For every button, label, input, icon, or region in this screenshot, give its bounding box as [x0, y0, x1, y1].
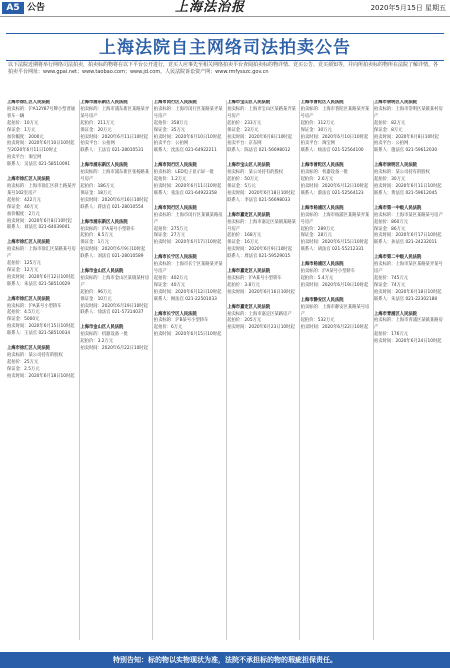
auction-detail-line: 拍卖时间：2020年6月11日10时起 — [374, 183, 442, 189]
auction-detail-line: 拍卖时间：2020年6月18日10时起 — [374, 289, 442, 295]
auction-entry — [80, 100, 151, 155]
auction-detail-line: 拍卖标的：上海市嘉定区某镇某路某号房产 — [227, 219, 296, 232]
auction-detail-line: 拍卖时间：2020年6月10日10时起 — [153, 134, 222, 140]
page-number-badge: A5 — [2, 2, 24, 14]
auction-column — [227, 100, 298, 640]
auction-detail-line: 联系人：王法官 021-58510034 — [7, 331, 71, 337]
court-name: 上海市第二中级人民法院 — [374, 255, 422, 261]
auction-detail-line: 拍卖标的：上海市闵行区某路某弄某号房产 — [153, 106, 223, 119]
court-name: 上海市普陀区人民法院 — [300, 163, 344, 169]
court-name: 上海市徐汇区人民法院 — [7, 346, 50, 352]
auction-entry — [374, 206, 445, 247]
court-name: 上海市长宁区人民法院 — [153, 311, 197, 317]
auction-column — [80, 100, 151, 640]
auction-detail-line: 起拍价：275万元 — [153, 226, 188, 232]
court-name: 上海市徐汇区人民法院 — [7, 100, 50, 105]
auction-detail-line: 拍卖时间：2020年6月24日10时起 — [374, 339, 442, 345]
auction-detail-line: 拍卖平台：淘宝网 — [300, 141, 335, 147]
auction-column — [154, 100, 225, 640]
auction-entry — [154, 206, 225, 247]
auction-detail-line: 拍卖标的：某公司持有的股权 — [7, 353, 63, 358]
auction-entry — [374, 163, 445, 198]
auction-detail-line: 拍卖标的：上海市浦东新区张杨路某号房产 — [80, 170, 150, 183]
footer-banner — [0, 652, 450, 668]
auction-detail-line: 拍卖时间：2020年6月19日10时起 — [300, 282, 369, 288]
court-name: 上海市闵行区人民法院 — [153, 100, 197, 105]
auction-entry — [7, 346, 78, 381]
auction-detail-line: 联系人：蔡法官 021-52564123 — [300, 190, 364, 196]
auction-detail-line: 加价幅度：2000元 — [7, 134, 44, 140]
auction-detail-line: 起拍价：3.2万元 — [80, 339, 114, 345]
auction-detail-line: 拍卖时间：2020年6月8日10时起 — [374, 134, 439, 140]
auction-detail-line: 联系人：张法官 021-64922358 — [153, 190, 217, 196]
auction-entry — [80, 163, 151, 211]
auction-detail-line: 拍卖标的：上海市静安区某路某号房产 — [300, 304, 370, 317]
auction-detail-line: 联系人：刘法官 021-28010589 — [80, 254, 144, 260]
auction-column — [301, 100, 372, 640]
auction-detail-line: 保证金：74万元 — [374, 282, 406, 288]
auction-detail-line: 保证金：23万元 — [227, 127, 259, 133]
auction-detail-line: 拍卖时间：2020年6月9日10时起 — [227, 247, 293, 253]
auction-detail-line: 拍卖时间：2020年6月22日10时起 — [300, 325, 369, 331]
auction-detail-line: 保证金：27万元 — [153, 233, 186, 239]
auction-detail-line: 联系人：顾法官 021-22501033 — [153, 296, 217, 302]
court-name: 上海市静安区人民法院 — [300, 297, 344, 303]
auction-detail-line: 保证金：18万元 — [80, 190, 112, 196]
auction-entry — [374, 255, 445, 303]
auction-detail-line: 起拍价：8.5万元 — [80, 233, 114, 239]
auction-detail-line: 拍卖时间：2020年6月12日10时起 — [300, 183, 369, 189]
auction-detail-line: 拍卖时间：2020年6月11日10时起 — [80, 134, 148, 140]
auction-entry — [80, 220, 151, 261]
auction-entry — [80, 325, 151, 353]
auction-detail-line: 联系人：孙法官 021-24232011 — [374, 240, 438, 246]
auction-detail-line: 拍卖标的：上海市普陀区某路某弄某号房产 — [300, 106, 370, 119]
auction-entry — [301, 100, 372, 155]
auction-detail-line: 保证金：30万元 — [300, 127, 332, 133]
auction-detail-line: 起拍价：30万元 — [374, 177, 406, 183]
court-name: 上海市宝山区人民法院 — [227, 100, 271, 105]
auction-detail-line: 拍卖标的：上海市宝山区某路某弄某号房产 — [227, 106, 296, 119]
auction-detail-line: 联系人：沈法官 021-64922211 — [153, 148, 217, 154]
auction-detail-line: 起拍价：50万元 — [227, 177, 259, 183]
auction-entry — [301, 163, 372, 198]
auction-detail-line: 拍卖标的：上海市某区某路某号房产 — [374, 212, 443, 218]
auction-detail-line: 起拍价：25万元 — [7, 359, 39, 365]
auction-detail-line: 起拍价：532万元 — [300, 318, 335, 324]
auction-entry — [7, 100, 78, 169]
court-name: 上海市徐汇区人民法院 — [7, 296, 50, 302]
auction-detail-line: 联系人：吴法官 021-58510091 — [7, 162, 71, 168]
auction-detail-line: 起拍价：358万元 — [153, 120, 188, 126]
column-divider — [373, 100, 374, 640]
headline-rule-top — [6, 33, 444, 34]
auction-detail-line: 拍卖标的：沪A某号小型轿车 — [80, 226, 135, 232]
auction-detail-line: 保证金：28万元 — [300, 233, 332, 239]
auction-detail-line: 拍卖时间：2020年6月22日10时起 — [80, 346, 148, 352]
auction-detail-line: 起拍价：205万元 — [227, 318, 262, 324]
court-name: 上海市闵行区人民法院 — [153, 205, 197, 211]
auction-detail-line: 拍卖时间：2020年6月15日10时起 — [7, 324, 75, 330]
auction-detail-line: 保证金：5000元 — [7, 317, 40, 323]
auction-entry — [7, 297, 78, 338]
auction-detail-line: 拍卖标的：某公司持有的股权 — [227, 170, 284, 176]
auction-detail-line: 起拍价：2.6万元 — [300, 177, 334, 183]
court-name: 上海市宝山区人民法院 — [227, 163, 271, 169]
auction-detail-line: 起拍价：4.5万元 — [7, 310, 40, 316]
auction-detail-line: 起拍价：176万元 — [374, 332, 408, 338]
auction-detail-line: 拍卖时间：2020年6月18日10时起 — [7, 373, 75, 379]
auction-detail-line: 拍卖时间：2020年6月8日10时起 — [7, 218, 72, 224]
auction-detail-line: 起拍价：168万元 — [227, 233, 262, 239]
auction-detail-line: 联系人：朱法官 021-58510029 — [7, 281, 71, 287]
court-name: 上海市嘉定区人民法院 — [227, 269, 271, 275]
auction-detail-line: 拍卖标的：沪A12Y87号牌小型普通客车一辆 — [7, 106, 76, 119]
court-name: 上海市嘉定区人民法院 — [227, 304, 271, 310]
auction-detail-line: 拍卖时间：2020年6月12日10时起 — [153, 289, 222, 295]
auction-detail-line: 拍卖时间：2020年6月18日10时起 — [227, 190, 295, 196]
auction-detail-line: 保证金：16万元 — [227, 240, 259, 246]
auction-detail-line: 拍卖平台：京东网 — [227, 141, 262, 147]
auction-detail-line: 拍卖时间：2020年6月11日10时起 — [153, 183, 222, 189]
auction-detail-line: 起拍价：125万元 — [7, 261, 41, 267]
auction-entry — [80, 269, 151, 317]
auction-detail-line: 拍卖时间：2020年6月16日10时起 — [227, 289, 295, 295]
page-headline: 上海法院自主网络司法拍卖公告 — [99, 38, 351, 58]
auction-detail-line: 拍卖标的：上海市浦东新区某路某弄某号房产 — [80, 106, 150, 119]
court-name: 上海市第一中级人民法院 — [374, 205, 422, 211]
headline-rule-bottom — [6, 60, 444, 61]
auction-detail-line: 起拍价：10万元 — [7, 120, 39, 126]
court-name: 上海市青浦区人民法院 — [374, 311, 417, 317]
auction-detail-line: 起拍价：96万元 — [80, 289, 112, 295]
auction-detail-line: 拍卖标的：上海市长宁区某路某弄某号房产 — [153, 262, 223, 275]
auction-detail-line: 拍卖标的：上海市某区某路某弄某号房产 — [374, 262, 443, 275]
auction-detail-line: 拍卖标的：沪A某号小型轿车 — [300, 269, 356, 275]
auction-detail-line: 拍卖时间：2020年6月17日10时起 — [374, 233, 442, 239]
auction-entry — [7, 240, 78, 288]
auction-detail-line: 联系人：周法官 021-59529015 — [227, 254, 291, 260]
auction-detail-line: 起拍价：82万元 — [374, 120, 406, 126]
auction-detail-line: 起拍价：289万元 — [300, 226, 335, 232]
auction-detail-line: 拍卖时间：2020年6月17日10时起 — [153, 240, 222, 246]
auction-detail-line: 保证金：40万元 — [7, 204, 39, 210]
auction-detail-line: 拍卖标的：机器设备一批 — [300, 170, 348, 176]
auction-detail-line: 起拍价：745万元 — [374, 275, 408, 281]
auction-entry — [154, 100, 225, 155]
court-name: 上海市金山区人民法院 — [80, 325, 124, 331]
auction-detail-line: 保证金：40万元 — [153, 282, 186, 288]
auction-detail-line: 拍卖标的：上海市金山区某镇某村房产 — [80, 275, 150, 288]
auction-entry — [227, 100, 298, 155]
column-divider — [226, 100, 227, 640]
court-name: 上海市徐汇区人民法院 — [7, 240, 50, 246]
auction-detail-line: 联系人：胡法官 021-55212331 — [300, 247, 364, 253]
auction-detail-line: 拍卖平台：淘宝网 — [7, 155, 42, 161]
auction-detail-line: 拍卖时间：2020年6月23日10时起 — [227, 325, 295, 331]
auction-detail-line: 拍卖标的：上海市徐汇区斜土路某弄某号102室房产 — [7, 183, 76, 196]
court-name: 上海市普陀区人民法院 — [300, 100, 344, 105]
auction-detail-line: 保证金：2.5万元 — [7, 366, 40, 372]
auction-detail-line: 起拍价：5.4万元 — [300, 275, 334, 281]
auction-detail-line: 拍卖时间：2020年6月9日10时起 — [80, 247, 146, 253]
court-name: 上海市杨浦区人民法院 — [300, 205, 344, 211]
auction-detail-line: 联系人：施法官 021-59612030 — [374, 148, 438, 154]
issue-date: 2020年5月15日 星期五 — [370, 4, 446, 12]
auction-detail-line: 保证金：12万元 — [7, 267, 39, 273]
auction-entry — [154, 312, 225, 340]
auction-entry — [301, 298, 372, 333]
auction-entry — [301, 206, 372, 254]
court-name: 上海市闵行区人民法院 — [153, 163, 197, 169]
auction-detail-line: 拍卖平台：公拍网 — [80, 141, 115, 147]
auction-detail-line: 拍卖标的：机器设备一批 — [80, 332, 128, 338]
auction-entry — [154, 255, 225, 303]
court-name: 上海市徐汇区人民法院 — [7, 177, 50, 183]
auction-detail-line: 起拍价：860万元 — [374, 219, 408, 225]
auction-detail-line: 拍卖标的：上海市崇明区某镇某村房产 — [374, 106, 443, 119]
auction-detail-line: 拍卖标的：沪B某号小型轿车 — [153, 318, 209, 324]
auction-detail-line: 拍卖标的：LED电子显示屏一批 — [153, 170, 214, 176]
auction-detail-line: 联系人：杨法官 021-52564100 — [300, 148, 364, 154]
auction-detail-line: 拍卖时间：2020年6月15日10时起 — [300, 240, 369, 246]
court-name: 上海市金山区人民法院 — [80, 269, 124, 275]
auction-column — [374, 100, 445, 640]
auction-detail-line: 保证金：1万元 — [7, 127, 36, 133]
auction-entry — [374, 100, 445, 155]
auction-detail-line: 联系人：徐法官 021-57314037 — [80, 310, 144, 316]
auction-detail-line: 拍卖时间：2020年6月12日10时起 — [7, 274, 75, 280]
footer-notice: 特别告知：标的物以实物现状为准，法院不承担标的物的瑕疵担保责任。 — [113, 656, 337, 664]
auction-detail-line: 起拍价：422万元 — [7, 197, 41, 203]
auction-detail-line: 联系人：王法官 021-28010531 — [80, 148, 144, 154]
auction-detail-line: 拍卖标的：上海市杨浦区某路某弄某号房产 — [300, 212, 370, 225]
auction-detail-line: 拍卖时间：2020年6月15日10时起 — [153, 332, 222, 338]
auction-detail-line: 加价幅度：2万元 — [7, 211, 40, 217]
auction-detail-line: 拍卖标的：沪A某号小型轿车 — [227, 275, 282, 281]
auction-detail-line: 起拍价：211万元 — [80, 120, 115, 126]
court-name: 上海市长宁区人民法院 — [153, 255, 197, 261]
auction-detail-line: 保证金：5万元 — [227, 183, 256, 189]
court-name: 上海市浦东新区人民法院 — [80, 219, 128, 225]
auction-detail-line: 起拍价：6万元 — [153, 325, 183, 331]
intro-paragraph: 以下法院近期将举行网络司法拍卖，拍卖标的物将在以下平台公开进行，竞买人应事先至相关网络拍卖平台查阅拍卖标的物详情、竞买公告、竞买须知等，并向所拍卖标的物所在法院了解详情。各拍卖平台网址：www.gpai.net；www.taobao.com；www.jd.com。人民法院诉讼资产网：www.rmfysszc.gov.cn — [8, 62, 439, 75]
auction-detail-line: 拍卖标的：某公司持有的股权 — [374, 170, 430, 176]
auction-detail-line: 拍卖标的：上海市嘉定区某路房产 — [227, 311, 292, 317]
section-title: 公告 — [27, 3, 46, 13]
auction-entry — [227, 305, 298, 333]
auction-detail-line: 起拍价：186万元 — [80, 183, 115, 189]
auction-detail-line: 保证金：86万元 — [374, 226, 406, 232]
auction-detail-line: 保证金：1万元 — [80, 240, 109, 246]
auction-detail-line: 联系人：蒋法官 021-28010554 — [80, 204, 144, 210]
auction-detail-line: 保证金：10万元 — [80, 296, 112, 302]
auction-detail-line: 联系人：朱法官 021-22302188 — [374, 296, 438, 302]
column-divider — [152, 100, 153, 640]
auction-detail-line: 保证金：20万元 — [80, 127, 112, 133]
court-name: 上海市浦东新区人民法院 — [80, 100, 128, 105]
court-name: 上海市杨浦区人民法院 — [300, 262, 344, 268]
auction-detail-line: 拍卖时间：2020年6月8日10时起 — [227, 134, 293, 140]
auction-detail-line: 联系人：黄法官 021-59612045 — [374, 190, 438, 196]
auction-detail-line: 起拍价：233万元 — [227, 120, 262, 126]
auction-detail-line: 拍卖标的：上海市闵行区某镇某路房产 — [153, 212, 223, 225]
auction-detail-line: 联系人：刘法官 021-64039001 — [7, 225, 71, 231]
auction-detail-line: 保证金：8万元 — [374, 127, 403, 133]
auction-entry — [7, 177, 78, 232]
auction-detail-line: 起拍价：1.2万元 — [153, 177, 187, 183]
auction-detail-line: 拍卖时间：2020年6月19日10时起 — [80, 303, 148, 309]
court-name: 上海市崇明区人民法院 — [374, 163, 417, 169]
auction-detail-line: 拍卖平台：公拍网 — [153, 141, 189, 147]
auction-detail-line: 保证金：35万元 — [153, 127, 186, 133]
auction-detail-line: 起拍价：312万元 — [300, 120, 335, 126]
auction-detail-line: 拍卖标的：沪A某号小型轿车 — [7, 303, 62, 309]
auction-entry — [301, 262, 372, 290]
auction-detail-line: 拍卖标的：上海市徐汇区某路某号房产 — [7, 247, 76, 260]
column-divider — [79, 100, 80, 640]
auction-detail-line: 拍卖时间：2020年6月16日10时起 — [80, 197, 148, 203]
auction-detail-line: 起拍价：3.8万元 — [227, 282, 260, 288]
auction-detail-line: 联系人：陈法官 021-56698012 — [227, 148, 291, 154]
court-name: 上海市浦东新区人民法院 — [80, 163, 128, 169]
page-header — [0, 0, 450, 17]
auction-entry — [227, 213, 298, 261]
auction-detail-line: 拍卖时间：2020年6月10日10时起至2020年6月11日10时止 — [7, 141, 75, 154]
auction-entry — [154, 163, 225, 198]
column-divider — [299, 100, 300, 640]
auction-detail-line: 拍卖时间：2020年6月10日10时起 — [300, 134, 369, 140]
auction-detail-line: 拍卖平台：公拍网 — [374, 141, 409, 147]
newspaper-title: 上海法治报 — [175, 0, 246, 15]
auction-detail-line: 联系人：李法官 021-56698033 — [227, 197, 291, 203]
auction-detail-line: 拍卖标的：上海市青浦区某镇某路房产 — [374, 318, 443, 331]
auction-column — [7, 100, 78, 640]
auction-entry — [227, 269, 298, 297]
court-name: 上海市崇明区人民法院 — [374, 100, 417, 105]
court-name: 上海市嘉定区人民法院 — [227, 212, 271, 218]
auction-detail-line: 起拍价：402万元 — [153, 275, 188, 281]
auction-entry — [227, 163, 298, 204]
auction-entry — [374, 312, 445, 347]
